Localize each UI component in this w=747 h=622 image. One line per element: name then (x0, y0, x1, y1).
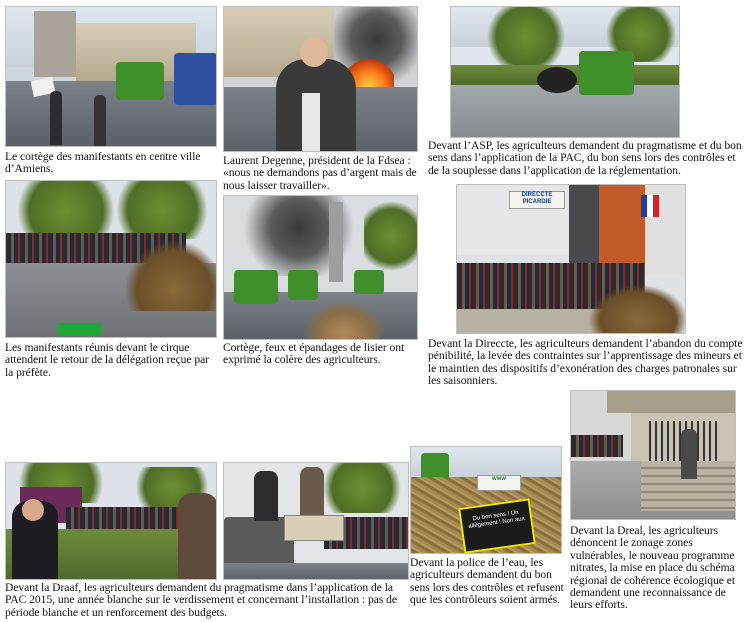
caption-cirque: Les manifestants réunis devant le cirque attendent le retour de la délégation reçue par la préfète. (5, 341, 210, 379)
photo-cortege-feux (223, 195, 418, 340)
caption-police-eau: Devant la police de l’eau, les agriculteurs demandent du bon sens lors des contrôles et refusent que les contrôleurs soient armés. (410, 556, 564, 607)
photo-amiens-cortege (5, 6, 217, 147)
photo-asp (450, 6, 680, 138)
photo-cirque (5, 180, 217, 338)
photo-direccte (456, 184, 686, 334)
police-banner: www (477, 475, 521, 491)
caption-asp: Devant l’ASP, les agriculteurs demandent du pragmatisme et du bon sens dans l’application de la PAC, du bon sens lors des contrôles et de la souplesse dans l’application de la réglementation. (428, 139, 742, 177)
photo-draaf-tractor (223, 462, 409, 580)
caption-direccte: Devant la Direccte, les agriculteurs demandent l’abandon du compte pénibilité, la levée des contraintes sur l’apprentissage des mineurs et le maintien des dispositifs d’exonération des charges patronales sur les saisonniers. (428, 337, 743, 388)
caption-amiens: Le cortège des manifestants en centre ville d’Amiens. (5, 150, 201, 176)
photo-police-eau (410, 446, 562, 554)
caption-draaf: Devant la Draaf, les agriculteurs demandent du pragmatisme dans l’application de la PAC 2015, une année blanche sur le verdissement et concernant l’installation : pas de période blanche et un renforcement des budgets. (5, 581, 397, 619)
photo-dreal (570, 390, 736, 520)
photo-draaf (5, 462, 217, 580)
caption-cortege: Cortège, feux et épandages de lisier ont exprimé la colère des agriculteurs. (223, 341, 405, 367)
photo-laurent-degenne (223, 6, 418, 152)
caption-dreal: Devant la Dreal, les agriculteurs dénoncent le zonage zones vulnérables, le nouveau programme nitrates, la mise en place du schéma régional de cohérence écologique et demandent une reconnaissance de leurs efforts. (570, 524, 735, 612)
police-sign: Du bon sens ! Un allègement ! Non aux (458, 498, 536, 554)
direccte-banner: DIRECCTE PICARDIE (509, 191, 565, 209)
caption-degenne: Laurent Degenne, président de la Fdsea : «nous ne demandons pas d’argent mais de nous laisser travailler». (223, 154, 417, 192)
